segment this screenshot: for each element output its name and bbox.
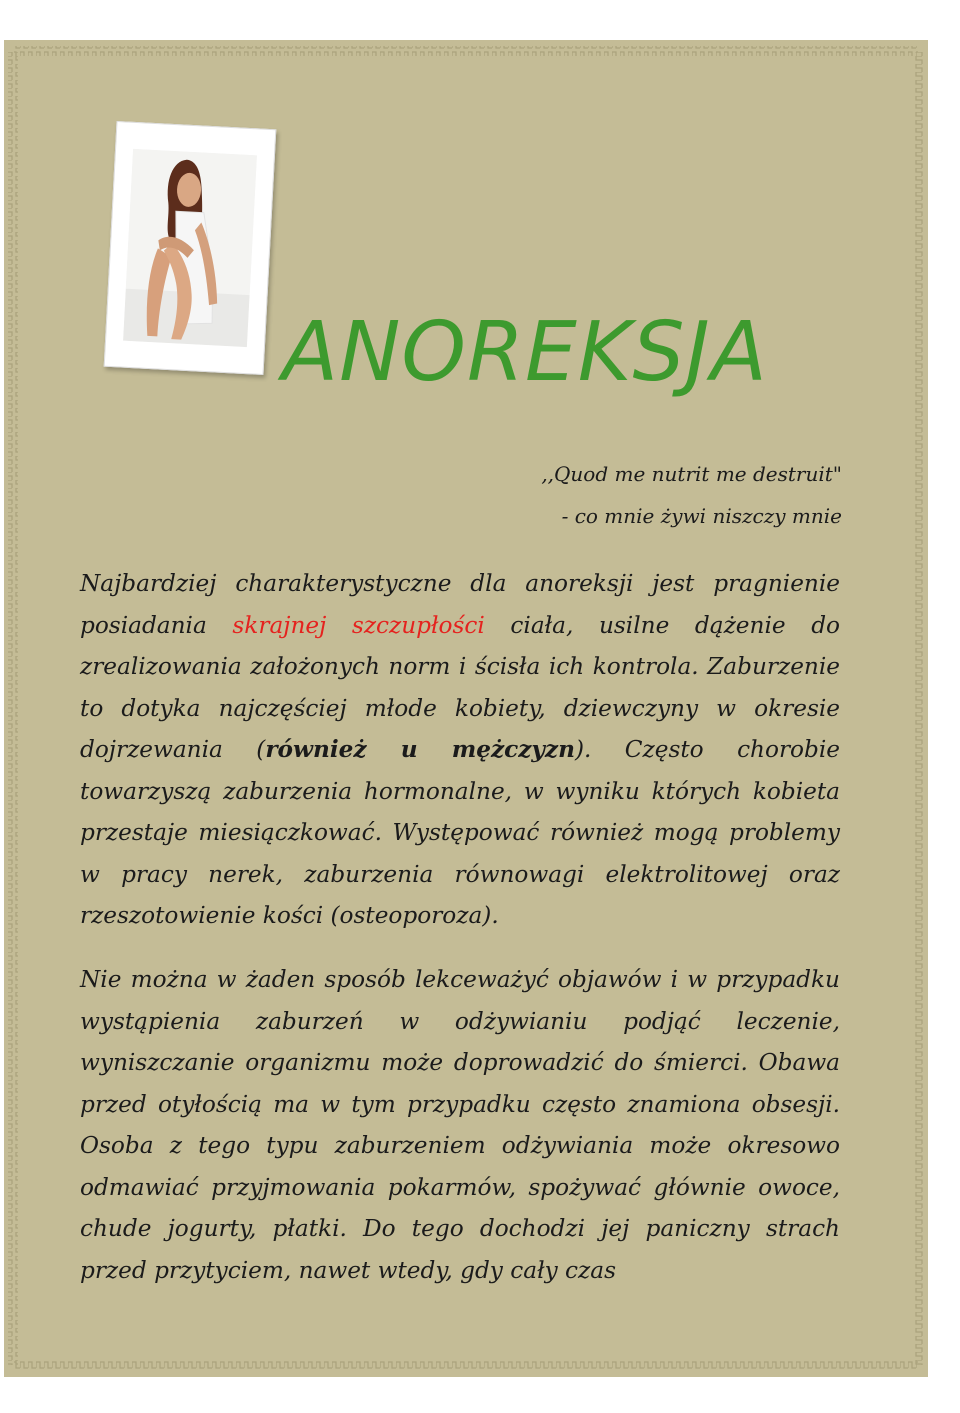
photo-frame: [104, 121, 277, 375]
paragraph-treatment: Nie można w żaden sposób lekceważyć objawów i w przypadku wystąpienia zaburzeń w odżywianiu podjąć leczenie, wyniszczanie organizmu może doprowadzić do śmierci. Obawa przed otyłością ma w tym przypadku często znamiona obsesji. Osoba z tego typu zaburzeniem odżywiania może okresowo odmawiać przyjmowania pokarmów, spożywać głównie owoce, chude jogurty, płatki. Do tego dochodzi jej paniczny strach przed przytyciem, nawet wtedy, gdy cały czas: [80, 966, 840, 1284]
paragraph-intro: Najbardziej charakterystyczne dla anoreksji jest pragnienie posiadania: [80, 570, 840, 639]
woman-photo: [123, 149, 257, 347]
latin-quote: ,,Quod me nutrit me destruit": [541, 462, 842, 486]
page-title: ANOREKSJA: [282, 305, 768, 400]
woman-illustration: [123, 149, 257, 347]
paragraph-middle: ciała, usilne dążenie do zrealizowania założonych norm i ścisła ich kontrola. Zaburzenie to dotyka najczęściej młode kobiety, dziewczyny w okresie dojrzewania (: [80, 611, 841, 763]
highlighted-phrase: skrajnej szczupłości: [232, 611, 485, 639]
quote-translation: - co mnie żywi niszczy mnie: [561, 504, 842, 528]
paragraph-symptoms: [80, 563, 840, 937]
paragraph-ending: ). Często chorobie towarzyszą zaburzenia hormonalne, w wyniku których kobieta przestaje miesiączkować. Występować również mogą problemy w pracy nerek, zaburzenia równowagi elektrolitowej oraz rzeszotowienie kości (osteoporoza).: [80, 736, 840, 929]
bold-phrase: również u mężczyzn: [265, 736, 575, 763]
